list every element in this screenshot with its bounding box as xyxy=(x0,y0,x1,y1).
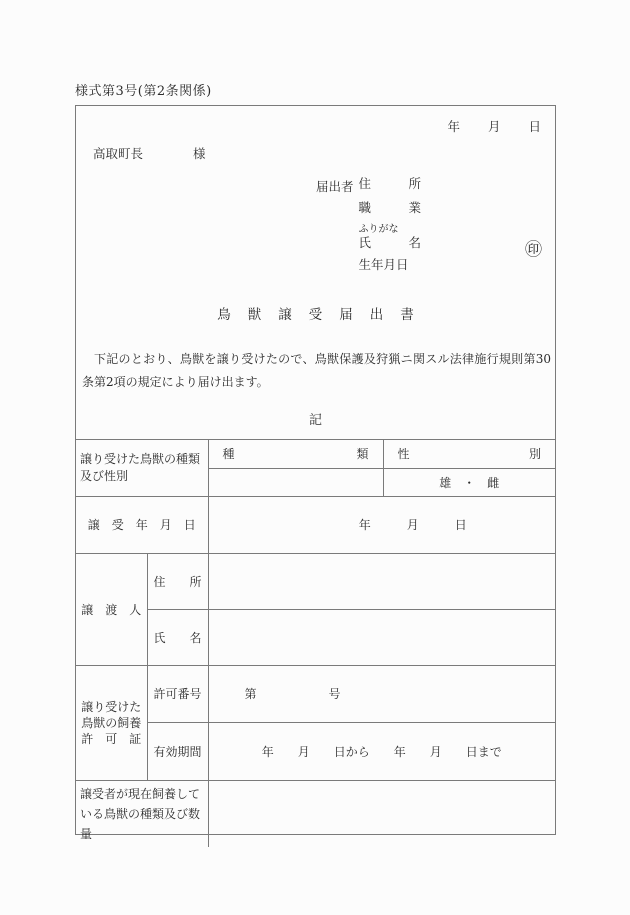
transferor-name-value-cell xyxy=(208,609,555,665)
permit-label-line1: 譲り受けた xyxy=(81,699,142,714)
form-header-section xyxy=(76,106,555,440)
notifier-furigana-label: ふりがな xyxy=(358,224,399,235)
transferor-address-label: 住 所 xyxy=(147,553,208,609)
sex-header xyxy=(383,440,555,468)
current-keeping-label: 譲受者が現在飼養している鳥獣の種類及び数量 xyxy=(76,780,208,847)
species-sex-label: 譲り受けた鳥獣の種類及び性別 xyxy=(76,440,208,496)
permit-period-value-cell: 年 月 日から 年 月 日まで xyxy=(208,722,555,780)
permit-label-line2: 鳥獣の飼養 xyxy=(81,715,142,730)
permit-number-value-cell: 第 号 xyxy=(208,665,555,722)
permit-label-line3: 許 可 証 xyxy=(81,731,142,746)
notifier-block xyxy=(316,177,421,271)
sex-value-cell: 雄 ・ 雌 xyxy=(383,468,555,496)
seal-mark-icon: ㊞ xyxy=(525,240,542,260)
notifier-name-label: 氏 名 xyxy=(358,235,422,250)
transferor-label: 譲 渡 人 xyxy=(76,553,147,665)
sex-header-right: 別 xyxy=(529,447,542,462)
section-mark: 記 xyxy=(308,413,322,428)
notifier-occupation-label: 職 業 xyxy=(358,200,422,215)
permit-period-label: 有効期間 xyxy=(147,722,208,780)
species-value-cell xyxy=(208,468,383,496)
submission-date-line: 年 月 日 xyxy=(447,119,542,134)
permit-number-label: 許可番号 xyxy=(147,665,208,722)
current-keeping-value-cell xyxy=(208,780,555,847)
sex-header-left: 性 xyxy=(397,447,410,462)
notifier-label: 届出者 xyxy=(316,179,354,194)
notifier-fields xyxy=(359,177,422,271)
document-title: 鳥獣譲受届出書 xyxy=(217,307,431,323)
notifier-address-label: 住 所 xyxy=(358,176,422,191)
form-number: 様式第3号(第2条関係) xyxy=(75,84,212,99)
species-header-right: 類 xyxy=(356,447,369,462)
form-table xyxy=(76,440,555,847)
notifier-birthdate-label: 生年月日 xyxy=(358,257,409,272)
transfer-date-value-cell: 年 月 日 xyxy=(208,496,555,553)
species-header-left: 種 xyxy=(222,447,235,462)
transferor-address-value-cell xyxy=(208,553,555,609)
species-header xyxy=(208,440,383,468)
body-paragraph: 下記のとおり、鳥獣を譲り受けたので、鳥獣保護及狩猟ニ関スル法律施行規則第30条第2項の規定により届け出ます。 xyxy=(82,352,551,389)
form-outer-box xyxy=(75,105,556,841)
transfer-date-label: 譲 受 年 月 日 xyxy=(76,496,208,553)
addressee-line: 高取町長 様 xyxy=(93,146,206,161)
permit-label xyxy=(76,665,147,780)
transferor-name-label: 氏 名 xyxy=(147,609,208,665)
